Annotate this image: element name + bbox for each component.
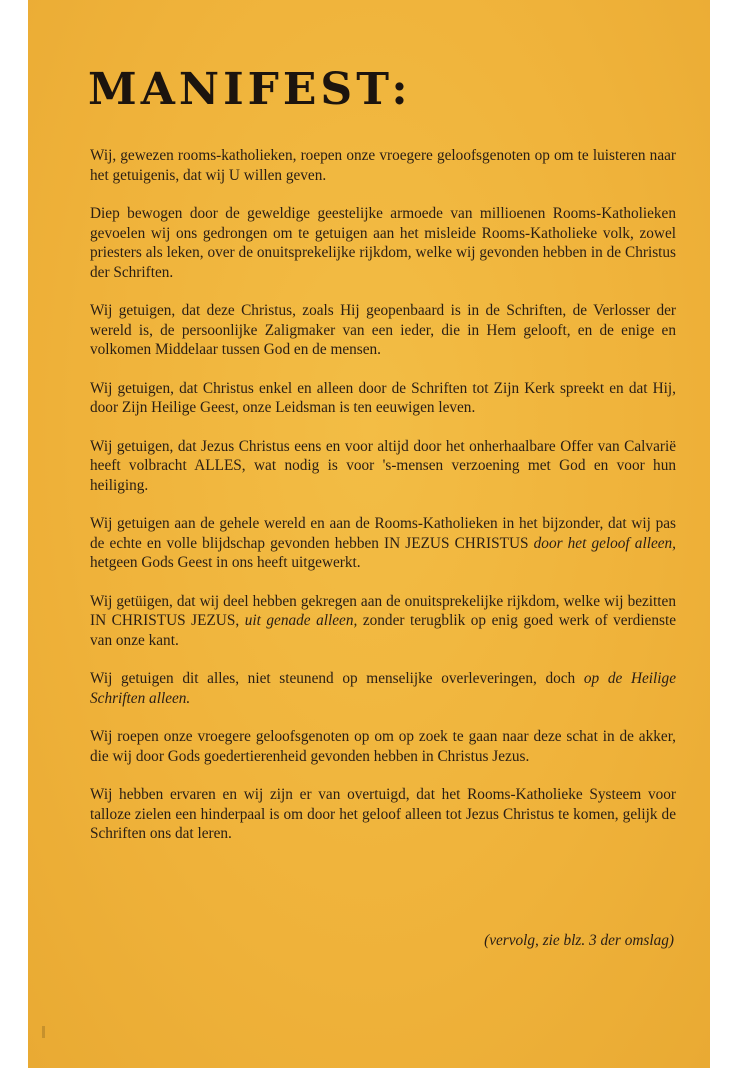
paragraph-8-text-a: Wij getuigen dit alles, niet steunend op menselijke overleveringen, doch [90,670,584,687]
page-title: MANIFEST: [88,64,412,115]
paragraph-6-emphasis: door het geloof alleen, [533,534,676,552]
paragraph-9: Wij roepen onze vroegere geloofsgenoten op om op zoek te gaan naar deze schat in de akker, die wij door Gods goedertierenheid gevonden hebben in Christus Jezus. [90,728,676,765]
paragraph-10: Wij hebben ervaren en wij zijn er van overtuigd, dat het Rooms-Katholieke Systeem voor talloze zielen een hinderpaal is om door het geloof alleen tot Jezus Christus te komen, gelijk de Schriften ons dat leren. [90,786,676,842]
paragraph-8 [90,669,676,708]
edge-mark [42,1026,45,1038]
paragraph-6-text-c: hetgeen Gods Geest in ons heeft uitgewerkt. [90,554,361,571]
paragraph-6-text-a: Wij getuigen aan de gehele wereld en aan de Rooms-Katholieken in het bijzonder, dat wij pas de echte en volle blijdschap gevonden hebben IN JEZUS CHRISTUS [90,515,676,552]
paragraph-8-emphasis: op de Heilige Schriften alleen. [90,670,676,707]
paragraph-7-text-a: Wij getüigen, dat wij deel hebben gekregen aan de onuitsprekelijke rijkdom, welke wij bezitten IN CHRISTUS JEZUS, [90,592,676,629]
paragraph-7 [90,592,676,651]
paragraph-1: Wij, gewezen rooms-katholieken, roepen onze vroegere geloofsgenoten op om te luisteren naar het getuigenis, dat wij U willen geven. [90,147,676,184]
paragraph-3: Wij getuigen, dat deze Christus, zoals Hij geopenbaard is in de Schriften, de Verlosser der wereld is, de persoonlijke Zaligmaker van een ieder, die in Hem gelooft, en de enige en volkomen Middelaar tussen God en de mensen. [90,302,676,358]
paragraph-7-text-c: zonder terugblik op enig goed werk of verdienste van onze kant. [90,612,676,649]
continuation-note: (vervolg, zie blz. 3 der omslag) [484,932,674,949]
manifest-body [90,146,676,863]
document-page [28,0,710,1068]
paragraph-6 [90,514,676,573]
paragraph-7-emphasis: uit genade alleen, [244,612,358,629]
paragraph-5: Wij getuigen, dat Jezus Christus eens en voor altijd door het onherhaalbare Offer van Calvarië heeft volbracht ALLES, wat nodig is voor 's-mensen verzoening met God en voor hun heiliging. [90,437,676,494]
paragraph-2: Diep bewogen door de geweldige geestelijke armoede van millioenen Rooms-Katholieken gevoelen wij ons gedrongen om te getuigen aan het misleide Rooms-Katholieke volk, zowel priesters als leken, over de onuitsprekelijke rijkdom, welke wij gevonden hebben in de Christus der Schriften. [90,205,676,281]
paragraph-4: Wij getuigen, dat Christus enkel en alleen door de Schriften tot Zijn Kerk spreekt en dat Hij, door Zijn Heilige Geest, onze Leidsman is ten eeuwigen leven. [90,379,676,416]
